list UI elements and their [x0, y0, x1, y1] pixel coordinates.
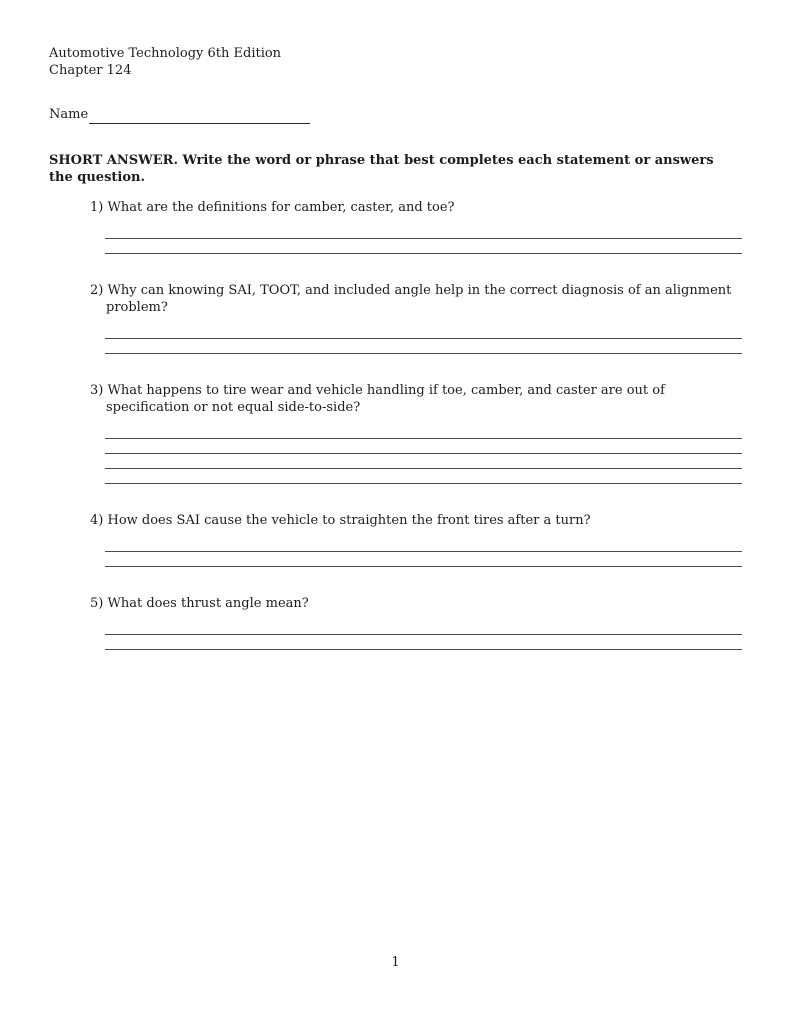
answer-lines [105, 224, 742, 254]
answer-line [105, 537, 742, 552]
question-text: What does thrust angle mean? [107, 595, 309, 611]
answer-line [105, 224, 742, 239]
answer-lines [105, 537, 742, 567]
question-text: What happens to tire wear and vehicle handling if toe, camber, and caster are out of specification or not equal side-to-side? [106, 383, 665, 416]
section-heading: SHORT ANSWER. Write the word or phrase that best completes each statement or answers the question. [49, 152, 714, 185]
answer-line [105, 324, 742, 339]
name-label: Name [49, 106, 89, 122]
page-number: 1 [391, 955, 400, 971]
question-block [49, 200, 741, 254]
answer-lines [105, 424, 742, 484]
answer-line [105, 552, 742, 567]
book-title: Automotive Technology 6th Edition [49, 46, 282, 61]
answer-line [105, 454, 742, 469]
question-number: 1) [90, 200, 104, 216]
question-line [90, 383, 741, 417]
answer-lines [105, 324, 742, 354]
question-block [49, 383, 741, 484]
question-text: Why can knowing SAI, TOOT, and included angle help in the correct diagnosis of an alignment problem? [106, 283, 732, 316]
question-block [49, 513, 741, 567]
answer-line [105, 239, 742, 254]
name-row [49, 107, 741, 124]
question-block [49, 283, 741, 354]
answer-line [105, 339, 742, 354]
questions-list [49, 200, 741, 649]
question-block [49, 596, 741, 650]
question-number: 3) [90, 383, 104, 399]
question-number: 4) [90, 512, 104, 528]
question-number: 2) [90, 283, 104, 299]
name-blank-line [89, 109, 310, 124]
question-line [90, 200, 741, 217]
answer-line [105, 424, 742, 439]
question-line [90, 596, 741, 613]
document-header [49, 46, 741, 80]
answer-line [105, 439, 742, 454]
question-number: 5) [90, 595, 104, 611]
answer-line [105, 620, 742, 635]
answer-line [105, 469, 742, 484]
question-text: How does SAI cause the vehicle to straighten the front tires after a turn? [107, 512, 591, 528]
question-line [90, 283, 741, 317]
question-line [90, 513, 741, 530]
chapter-label: Chapter 124 [49, 62, 132, 78]
answer-lines [105, 620, 742, 650]
question-text: What are the definitions for camber, caster, and toe? [107, 200, 455, 216]
answer-line [105, 635, 742, 650]
